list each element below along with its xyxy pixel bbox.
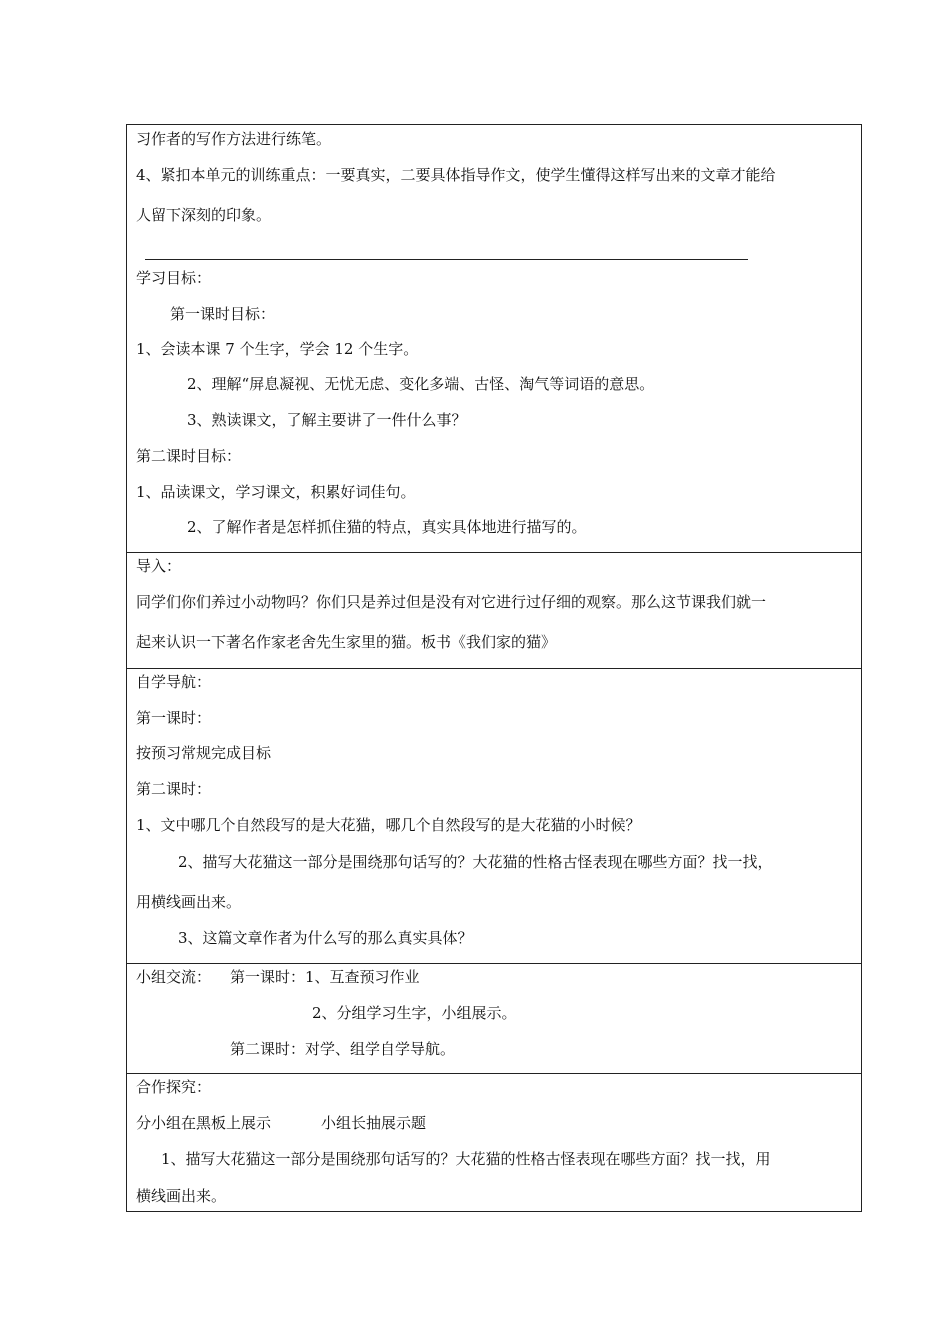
text-line: 1、会读本课 7 个生字，学会 12 个生字。: [136, 340, 419, 358]
subsection-heading: 第一课时：: [136, 709, 212, 727]
text-line: 3、这篇文章作者为什么写的那么真实具体？: [178, 929, 473, 947]
objectives-cell: [127, 125, 861, 553]
section-heading: 小组交流：: [136, 968, 212, 986]
text-line: 习作者的写作方法进行练笔。: [136, 130, 332, 148]
separator-line: [145, 259, 748, 260]
lesson-plan-table: [126, 124, 862, 1212]
section-heading: 导入：: [136, 557, 182, 575]
subsection-heading: 第一课时目标：: [170, 305, 276, 323]
text-line: 同学们你们养过小动物吗？你们只是养过但是没有对它进行过仔细的观察。那么这节课我们就一: [136, 593, 767, 611]
text-line: 4、紧扣本单元的训练重点：一要真实，二要具体指导作文，使学生懂得这样写出来的文章才能给: [136, 166, 776, 184]
section-heading: 合作探究：: [136, 1078, 212, 1096]
text-line: 按预习常规完成目标: [136, 744, 272, 762]
text-line: 2、理解“屏息凝视、无忧无虑、变化多端、古怪、淘气等词语的意思。: [187, 375, 655, 393]
text-line: 起来认识一下著名作家老舍先生家里的猫。板书《我们家的猫》: [136, 633, 557, 651]
subsection-heading: 第二课时目标：: [136, 447, 242, 465]
section-heading: 学习目标：: [136, 269, 212, 287]
text-line: 人留下深刻的印象。: [136, 206, 272, 224]
section-heading: 自学导航：: [136, 673, 212, 691]
text-line: 2、描写大花猫这一部分是围绕那句话写的？大花猫的性格古怪表现在哪些方面？找一找，: [178, 853, 773, 871]
text-line: 2、分组学习生字，小组展示。: [312, 1004, 517, 1022]
text-line: 分小组在黑板上展示: [136, 1114, 272, 1132]
text-line: 用横线画出来。: [136, 893, 242, 911]
text-line: 小组长抽展示题: [321, 1114, 427, 1132]
text-line: 1、品读课文，学习课文，积累好词佳句。: [136, 483, 416, 501]
text-line: 1、描写大花猫这一部分是围绕那句话写的？大花猫的性格古怪表现在哪些方面？找一找，用: [161, 1150, 771, 1168]
text-line: 3、熟读课文，了解主要讲了一件什么事？: [187, 411, 467, 429]
text-line: 横线画出来。: [136, 1187, 227, 1205]
subsection-heading: 第二课时：: [136, 780, 212, 798]
text-line: 第一课时：1、互查预习作业: [230, 968, 420, 986]
text-line: 第二课时：对学、组学自学导航。: [230, 1040, 456, 1058]
group-discussion-cell: [127, 964, 861, 1074]
intro-cell: [127, 553, 861, 669]
text-line: 2、了解作者是怎样抓住猫的特点，真实具体地进行描写的。: [187, 518, 587, 536]
self-study-cell: [127, 669, 861, 964]
cooperation-cell: [127, 1074, 861, 1211]
text-line: 1、文中哪几个自然段写的是大花猫，哪几个自然段写的是大花猫的小时候？: [136, 816, 641, 834]
